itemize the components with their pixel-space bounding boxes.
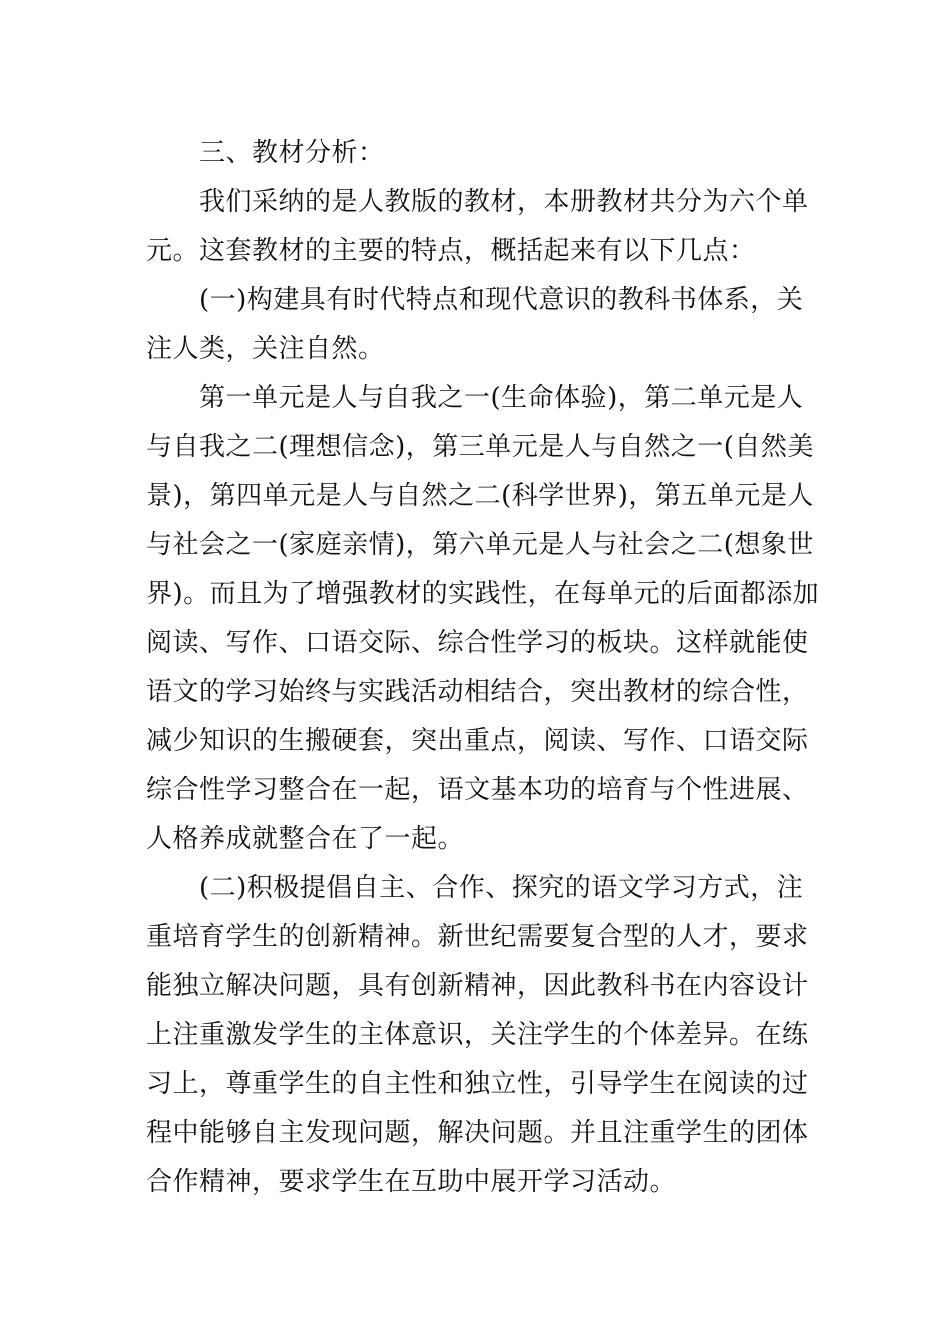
text-line: 合作精神，要求学生在互助中展开学习活动。: [146, 1167, 677, 1197]
text-line: (一)构建具有时代特点和现代意识的教科书体系，关: [199, 285, 804, 315]
paragraph-unit-overview: [146, 374, 820, 864]
text-line: 景)，第四单元是人与自然之二(科学世界)，第五单元是人: [146, 481, 814, 511]
text-line: 我们采纳的是人教版的教材，本册教材共分为六个单: [199, 187, 809, 217]
text-line: 阅读、写作、口语交际、综合性学习的板块。这样就能使: [146, 628, 809, 658]
text-line: 元。这套教材的主要的特点，概括起来有以下几点：: [146, 236, 756, 266]
text-line: (二)积极提倡自主、合作、探究的语文学习方式，注: [199, 873, 804, 903]
text-line: 界)。而且为了增强教材的实践性，在每单元的后面都添加: [146, 579, 820, 609]
text-line: 第一单元是人与自我之一(生命体验)，第二单元是人: [199, 383, 804, 413]
text-line: 语文的学习始终与实践活动相结合，突出教材的综合性，: [146, 677, 809, 707]
text-line: 程中能够自主发现问题，解决问题。并且注重学生的团体: [146, 1118, 809, 1148]
section-heading: 三、教材分析：: [199, 138, 385, 168]
paragraph-feature-two: [146, 864, 809, 1207]
text-line: 减少知识的生搬硬套，突出重点，阅读、写作、口语交际: [146, 726, 809, 756]
text-line: 能独立解决问题，具有创新精神，因此教科书在内容设计: [146, 971, 809, 1001]
text-line: 注人类，关注自然。: [146, 334, 385, 364]
text-line: 上注重激发学生的主体意识，关注学生的个体差异。在练: [146, 1020, 809, 1050]
text-line: 习上，尊重学生的自主性和独立性，引导学生在阅读的过: [146, 1069, 809, 1099]
text-line: 与自我之二(理想信念)，第三单元是人与自然之一(自然美: [146, 432, 814, 462]
paragraph-textbook-intro: [146, 178, 809, 276]
text-line: 与社会之一(家庭亲情)，第六单元是人与社会之二(想象世: [146, 530, 814, 560]
paragraph-feature-one: [146, 276, 806, 374]
text-line: 综合性学习整合在一起，语文基本功的培育与个性进展、: [146, 775, 809, 805]
text-line: 重培育学生的创新精神。新世纪需要复合型的人才，要求: [146, 922, 809, 952]
text-line: 人格养成就整合在了一起。: [146, 824, 465, 854]
document-body: [146, 129, 820, 1207]
